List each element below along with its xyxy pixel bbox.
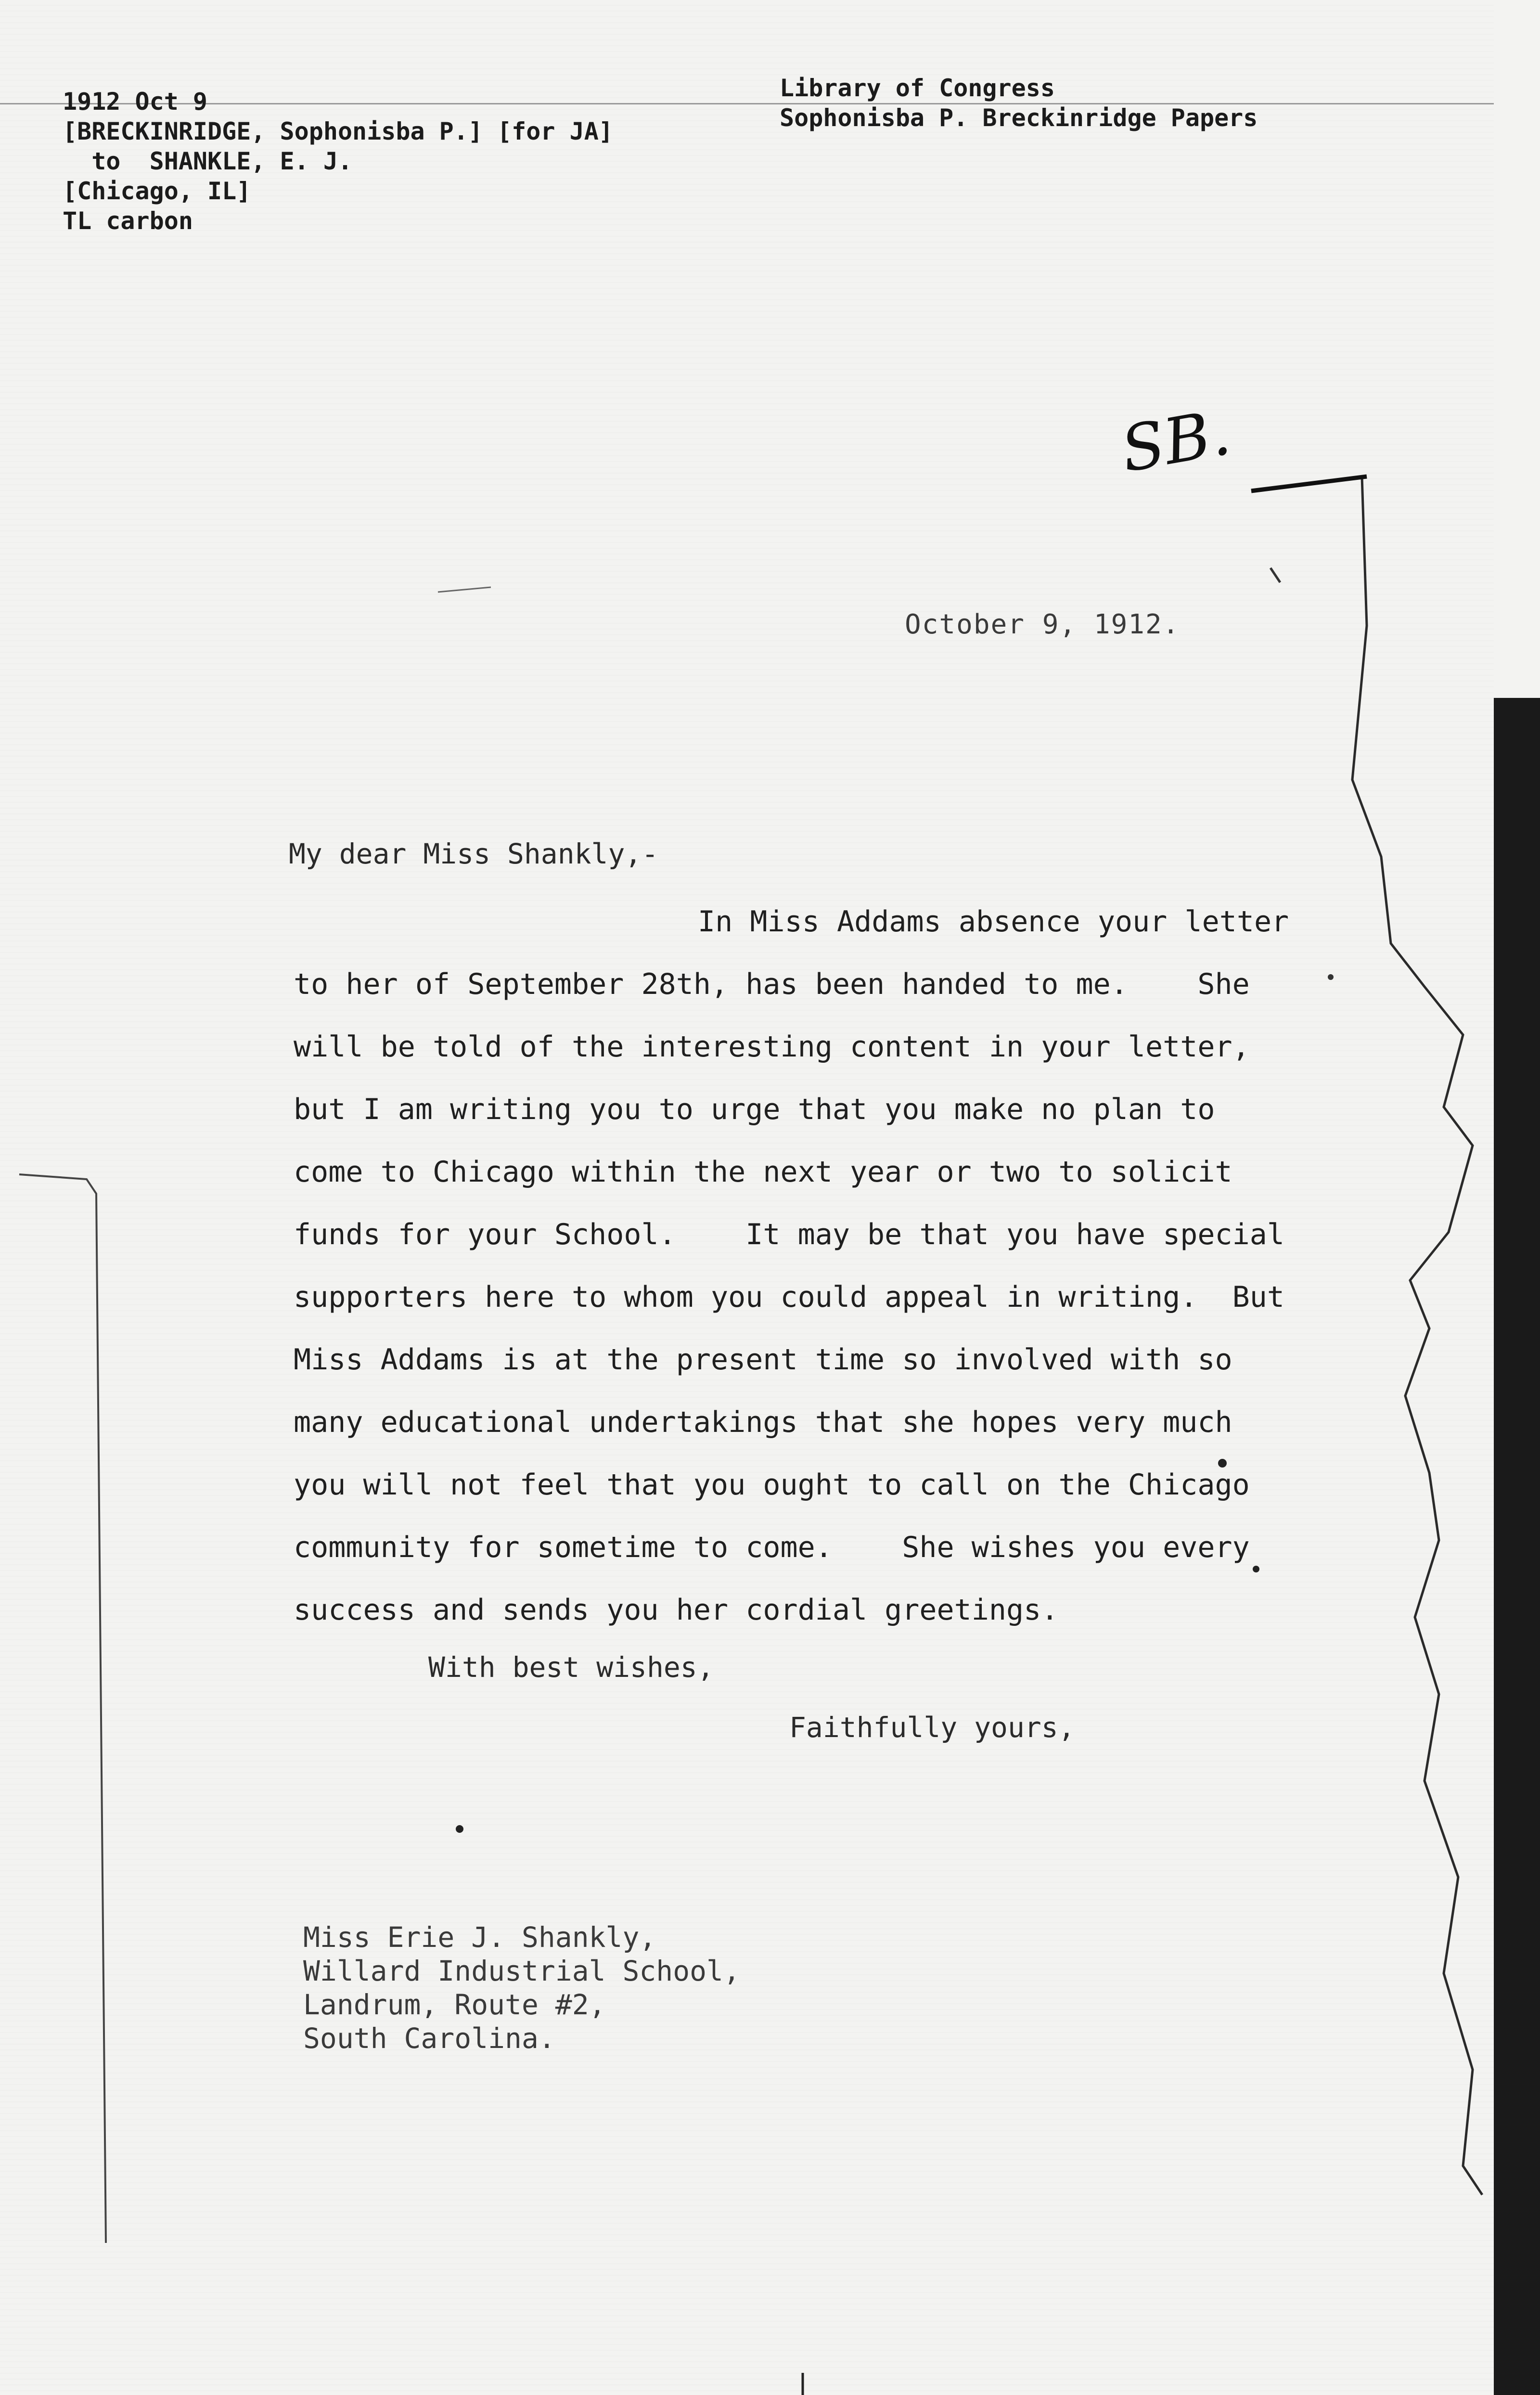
address-line: Landrum, Route #2, (303, 1988, 606, 2021)
body-line: but I am writing you to urge that you make no plan to (294, 1093, 1215, 1126)
metadata-type: TL carbon (63, 207, 193, 235)
letter-date: October 9, 1912. (905, 609, 1180, 640)
metadata-collection: Sophonisba P. Breckinridge Papers (780, 104, 1258, 132)
metadata-date: 1912 Oct 9 (63, 88, 208, 116)
body-line: you will not feel that you ought to call on the Chicago (294, 1468, 1250, 1502)
address-line: Willard Industrial School, (303, 1955, 740, 1987)
closing-wishes: With best wishes, (428, 1651, 714, 1684)
body-line: many educational undertakings that she hopes very much (294, 1405, 1232, 1439)
metadata-place: [Chicago, IL] (63, 177, 251, 205)
metadata-right (780, 73, 1258, 133)
body-line: In Miss Addams absence your letter (698, 905, 1289, 939)
address-line: Miss Erie J. Shankly, (303, 1921, 656, 1954)
body-line: will be told of the interesting content in your letter, (294, 1030, 1250, 1064)
address-line: South Carolina. (303, 2022, 555, 2055)
page-edge (1494, 0, 1540, 698)
metadata-repository: Library of Congress (780, 74, 1055, 102)
handwritten-initials: SB. (1116, 395, 1236, 487)
body-line: supporters here to whom you could appeal in writing. But (294, 1280, 1285, 1314)
metadata-recipient: to SHANKLE, E. J. (63, 147, 353, 175)
body-line: community for sometime to come. She wishes you every (294, 1531, 1250, 1564)
letter-body (294, 890, 1289, 1641)
metadata-author: [BRECKINRIDGE, Sophonisba P.] [for JA] (63, 117, 613, 145)
body-line: success and sends you her cordial greetings. (294, 1593, 1059, 1627)
recipient-address (303, 1920, 740, 2055)
salutation: My dear Miss Shankly,- (289, 837, 659, 870)
body-line: funds for your School. It may be that you have special (294, 1218, 1285, 1251)
metadata-left (63, 87, 613, 236)
body-line: Miss Addams is at the present time so involved with so (294, 1343, 1232, 1377)
body-line: come to Chicago within the next year or two to solicit (294, 1155, 1232, 1189)
closing-signoff: Faithfully yours, (789, 1711, 1075, 1744)
body-line: to her of September 28th, has been handed to me. She (294, 967, 1250, 1001)
